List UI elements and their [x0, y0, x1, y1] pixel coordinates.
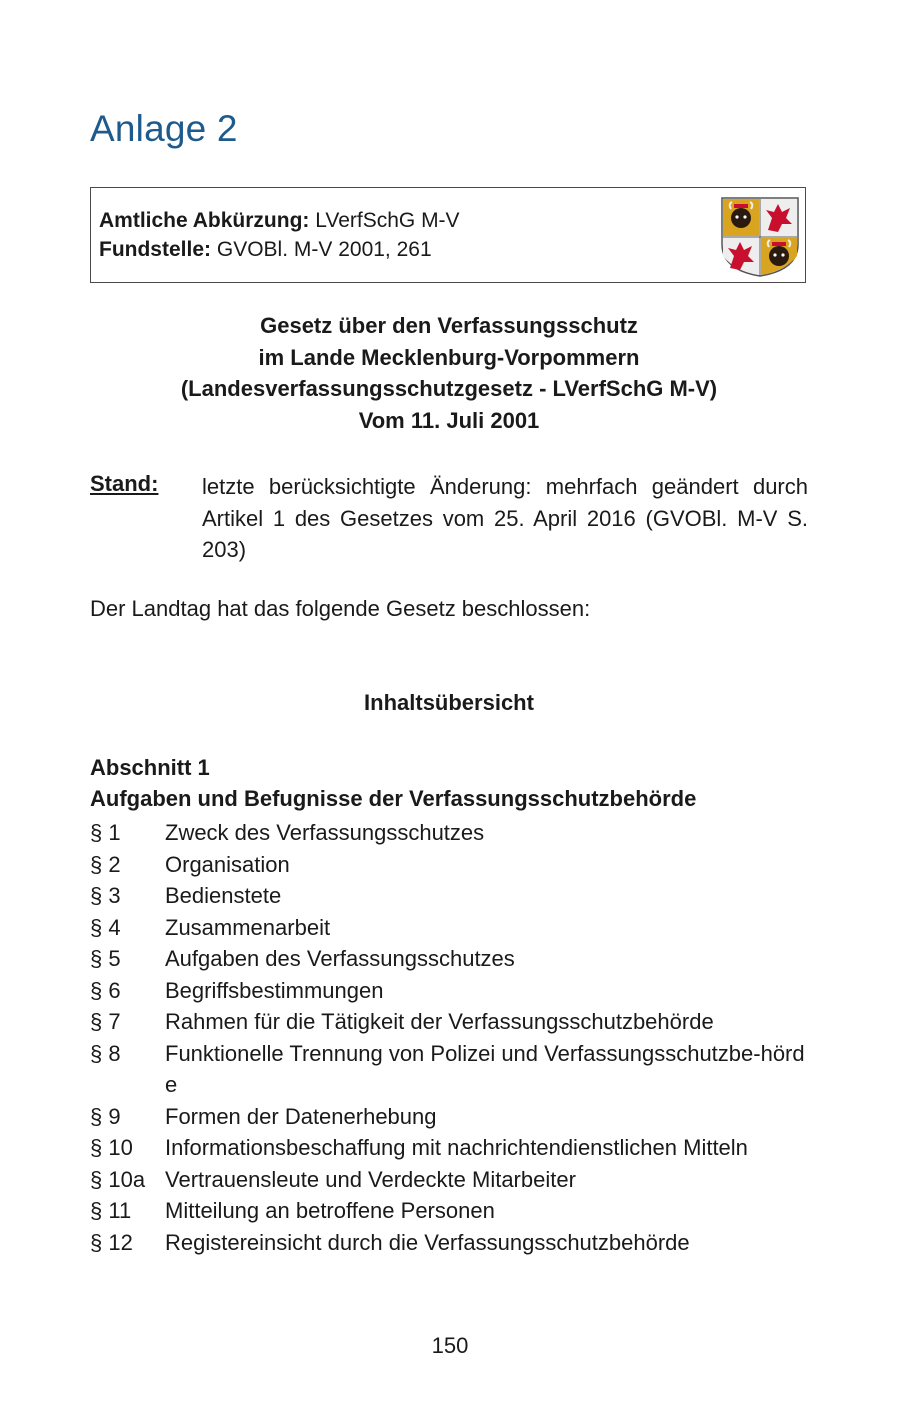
toc-item-number: § 8 — [90, 1040, 121, 1066]
toc-item — [90, 1132, 820, 1164]
toc-item-number: § 1 — [90, 820, 121, 845]
source-value: GVOBl. M-V 2001, 261 — [216, 238, 432, 261]
title-line: Gesetz über den Verfassungsschutz — [260, 313, 638, 338]
stand-label: Stand: — [90, 471, 159, 496]
toc-item-title: Informationsbeschaffung mit nachrichtendienstlichen Mitteln — [165, 1135, 748, 1160]
toc-item-title: Rahmen für die Tätigkeit der Verfassungsschutzbehörde — [165, 1009, 714, 1034]
intro-sentence: Der Landtag hat das folgende Gesetz beschlossen: — [90, 596, 591, 621]
page-number: 150 — [431, 1333, 469, 1358]
toc-item — [90, 1101, 820, 1133]
title-line: Vom 11. Juli 2001 — [358, 407, 540, 433]
toc-item-number: § 9 — [90, 1103, 121, 1129]
law-title — [90, 310, 808, 436]
toc-item-title: Zweck des Verfassungsschutzes — [165, 820, 485, 845]
section-title: Aufgaben und Befugnisse der Verfassungsschutzbehörde — [90, 786, 697, 811]
page-heading: Anlage 2 — [90, 108, 238, 149]
toc-item-title: Registereinsicht durch die Verfassungsschutzbehörde — [165, 1229, 690, 1255]
toc-item-title: Organisation — [165, 851, 290, 877]
toc-item-title: Aufgaben des Verfassungsschutzes — [165, 946, 515, 971]
toc-item-title: Funktionelle Trennung von Polizei und Verfassungsschutzbe-hörde — [165, 1040, 805, 1097]
toc-item-title: Mitteilung an betroffene Personen — [165, 1198, 495, 1223]
toc-item-number: § 12 — [90, 1229, 133, 1255]
toc-item — [90, 849, 820, 881]
abbreviation-row — [99, 209, 460, 233]
toc-item-title: Formen der Datenerhebung — [165, 1103, 437, 1129]
toc-item-number: § 5 — [90, 946, 121, 971]
toc-item — [90, 1006, 820, 1038]
coat-of-arms-icon — [720, 196, 800, 278]
toc-item-title: Zusammenarbeit — [165, 914, 331, 940]
toc-item — [90, 975, 820, 1007]
toc-item — [90, 880, 820, 912]
toc-item-number: § 6 — [90, 977, 121, 1003]
toc-list — [90, 817, 820, 1258]
section-label: Abschnitt 1 — [90, 755, 210, 780]
toc-item-title: Vertrauensleute und Verdeckte Mitarbeiter — [165, 1166, 576, 1192]
toc-item — [90, 1164, 820, 1196]
toc-item-number: § 10a — [90, 1166, 146, 1192]
source-row — [99, 238, 432, 262]
toc-item-number: § 10 — [90, 1135, 133, 1160]
title-line: im Lande Mecklenburg-Vorpommern — [258, 344, 640, 370]
title-line: (Landesverfassungsschutzgesetz - LVerfSchG M-V) — [180, 376, 718, 401]
toc-item-title: Bedienstete — [165, 883, 282, 908]
source-label: Fundstelle: — [99, 238, 212, 261]
toc-item-number: § 7 — [90, 1009, 121, 1034]
toc-item — [90, 912, 820, 944]
toc-item-title: Begriffsbestimmungen — [165, 977, 384, 1003]
toc-item-number: § 2 — [90, 851, 121, 877]
toc-item-number: § 4 — [90, 914, 121, 940]
abbreviation-label: Amtliche Abkürzung: — [99, 209, 310, 232]
toc-item — [90, 817, 820, 849]
citation-box — [90, 187, 806, 283]
toc-item — [90, 1227, 820, 1259]
toc-heading: Inhaltsübersicht — [364, 690, 534, 715]
stand-text: letzte berücksichtigte Änderung: mehrfach geändert durch Artikel 1 des Gesetzes vom 25. April 2016 (GVOBl. M-V S. 203) — [202, 474, 808, 562]
toc-item — [90, 1195, 820, 1227]
toc-item-number: § 3 — [90, 883, 121, 908]
abbreviation-value: LVerfSchG M-V — [315, 209, 460, 232]
toc-item — [90, 943, 820, 975]
toc-item-number: § 11 — [90, 1198, 132, 1223]
toc-item — [90, 1038, 820, 1101]
